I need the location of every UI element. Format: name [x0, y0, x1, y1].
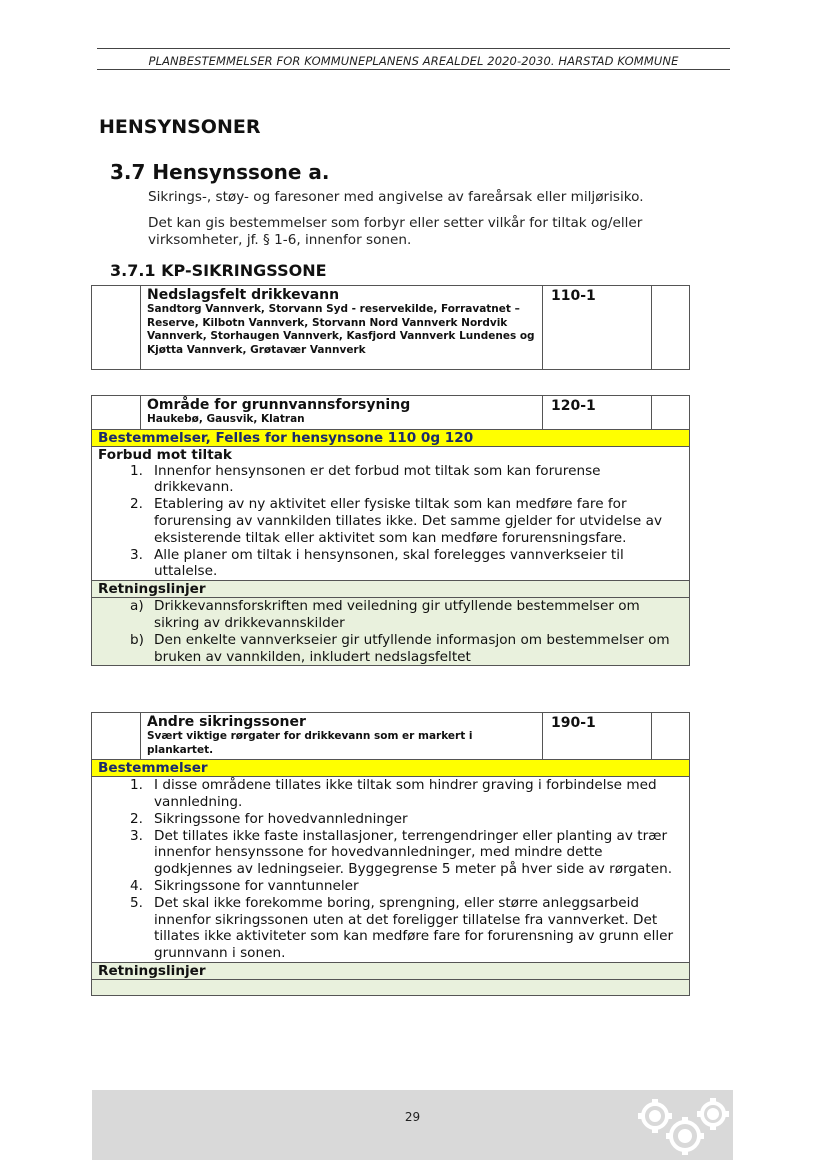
provision-list: [98, 463, 683, 581]
section-heading: HENSYNSONER: [99, 116, 261, 138]
zone-table-110: [91, 285, 690, 370]
list-item: [98, 878, 683, 895]
zone-subtitle: Haukebø, Gausvik, Klatran: [147, 413, 305, 425]
item-text: Drikkevannsforskriften med veiledning gir utfyllende bestemmelser om sikring av drikkevannskilder: [154, 598, 640, 631]
forbud-label: Forbud mot tiltak: [98, 446, 232, 463]
bestemmelser-body: [92, 777, 690, 963]
item-number: 2.: [130, 810, 143, 827]
item-number: 2.: [130, 496, 143, 513]
zone-title-cell: [141, 286, 543, 370]
item-text: Alle planer om tiltak i hensynsonen, skal forelegges vannverkseier til uttalelse.: [154, 546, 624, 580]
subsection-heading: 3.7 Hensynssone a.: [110, 160, 330, 184]
page-footer: [92, 1090, 733, 1160]
retningslinjer-body: [92, 979, 690, 995]
item-text: Det skal ikke forekomme boring, sprengning, eller større anleggsarbeid innenfor sikringssonen uten at det foreligger tillatelse fra vannverket. Det tillates ikke aktiviteter som kan medføre fare for forurensning av grunn eller grunnvann i sonen.: [154, 894, 674, 962]
list-item: [98, 777, 683, 811]
list-item: [98, 828, 683, 878]
page-number: 29: [404, 1110, 421, 1124]
header-rule-top: [97, 48, 730, 49]
zone-subtitle: Sandtorg Vannverk, Storvann Syd - reservekilde, Forravatnet – Reserve, Kilbotn Vannverk, Storvann Nord Vannverk Nordvik Vannverk, Storhaugen Vannverk, Kasfjord Vannverk Lundenes og Kjøtta Vannverk, Grøtavær Vannverk: [147, 303, 535, 356]
item-text: Etablering av ny aktivitet eller fysiske tiltak som kan medføre fare for forurensing av vannkilden tillates ikke. Det samme gjelder for utvidelse av eksisterende tiltak eller aktivitet som kan medføre forurensningsfare.: [154, 496, 662, 546]
intro-paragraph-2: Det kan gis bestemmelser som forbyr eller setter vilkår for tiltak og/eller virksomheter, jf. § 1-6, innenfor sonen.: [148, 215, 643, 248]
empty-cell: [652, 396, 690, 430]
zone-subtitle: Svært viktige rørgater for drikkevann som er markert i plankartet.: [147, 730, 473, 756]
zone-table-120: [91, 395, 690, 666]
list-item: [98, 598, 683, 632]
item-number: 1.: [130, 462, 143, 479]
zone-title-cell: [141, 713, 543, 760]
list-item: [98, 547, 683, 581]
sub-subsection-heading: 3.7.1 KP-SIKRINGSSONE: [110, 261, 327, 280]
gears-logo-icon: [633, 1090, 733, 1160]
zone-code: 190-1: [543, 713, 652, 760]
item-text: Innenfor hensynsonen er det forbud mot tiltak som kan forurense drikkevann.: [154, 462, 601, 496]
item-text: Den enkelte vannverkseier gir utfyllende informasjon om bestemmelser om bruken av vannkilden, inkludert nedslagsfeltet: [154, 631, 670, 665]
retningslinjer-body: [92, 598, 690, 666]
item-number: 3.: [130, 827, 143, 844]
empty-cell: [92, 286, 141, 370]
item-letter: a): [130, 598, 144, 615]
zone-title: Nedslagsfelt drikkevann: [147, 287, 340, 303]
empty-cell: [92, 396, 141, 430]
item-text: Sikringssone for vanntunneler: [154, 877, 359, 894]
list-item: [98, 463, 683, 497]
item-number: 5.: [130, 894, 143, 911]
zone-title: Område for grunnvannsforsyning: [147, 397, 411, 413]
header-rule-bottom: [97, 69, 730, 70]
running-header: PLANBESTEMMELSER FOR KOMMUNEPLANENS AREALDEL 2020-2030. HARSTAD KOMMUNE: [148, 54, 679, 68]
retningslinjer-header: Retningslinjer: [92, 581, 690, 598]
zone-table-190: [91, 712, 690, 996]
list-item: [98, 632, 683, 666]
zone-code: 110-1: [543, 286, 652, 370]
item-letter: b): [130, 631, 144, 648]
list-item: [98, 496, 683, 546]
empty-cell: [652, 286, 690, 370]
bestemmelser-header: Bestemmelser, Felles for hensynsone 110 0g 120: [92, 429, 690, 446]
item-text: I disse områdene tillates ikke tiltak som hindrer graving i forbindelse med vannledning.: [154, 777, 657, 810]
bestemmelser-header: Bestemmelser: [92, 760, 690, 777]
item-number: 4.: [130, 877, 143, 894]
zone-title-cell: [141, 396, 543, 430]
empty-cell: [652, 713, 690, 760]
provision-list: [98, 777, 683, 962]
list-item: [98, 811, 683, 828]
empty-cell: [92, 713, 141, 760]
item-number: 1.: [130, 777, 143, 794]
bestemmelser-body: [92, 446, 690, 581]
zone-title: Andre sikringssoner: [147, 714, 306, 730]
zone-code: 120-1: [543, 396, 652, 430]
intro-paragraph-1: Sikrings-, støy- og faresoner med angivelse av fareårsak eller miljørisiko.: [148, 189, 644, 205]
list-item: [98, 895, 683, 962]
guideline-list: [98, 598, 683, 665]
item-text: Sikringssone for hovedvannledninger: [154, 810, 408, 827]
item-text: Det tillates ikke faste installasjoner, terrengendringer eller planting av trær innenfor hensynssone for hovedvannledninger, med mindre dette godkjennes av ledningseier. Byggegrense 5 meter på hver side av rørgaten.: [154, 827, 673, 878]
retningslinjer-header: Retningslinjer: [92, 962, 690, 979]
item-number: 3.: [130, 546, 143, 563]
